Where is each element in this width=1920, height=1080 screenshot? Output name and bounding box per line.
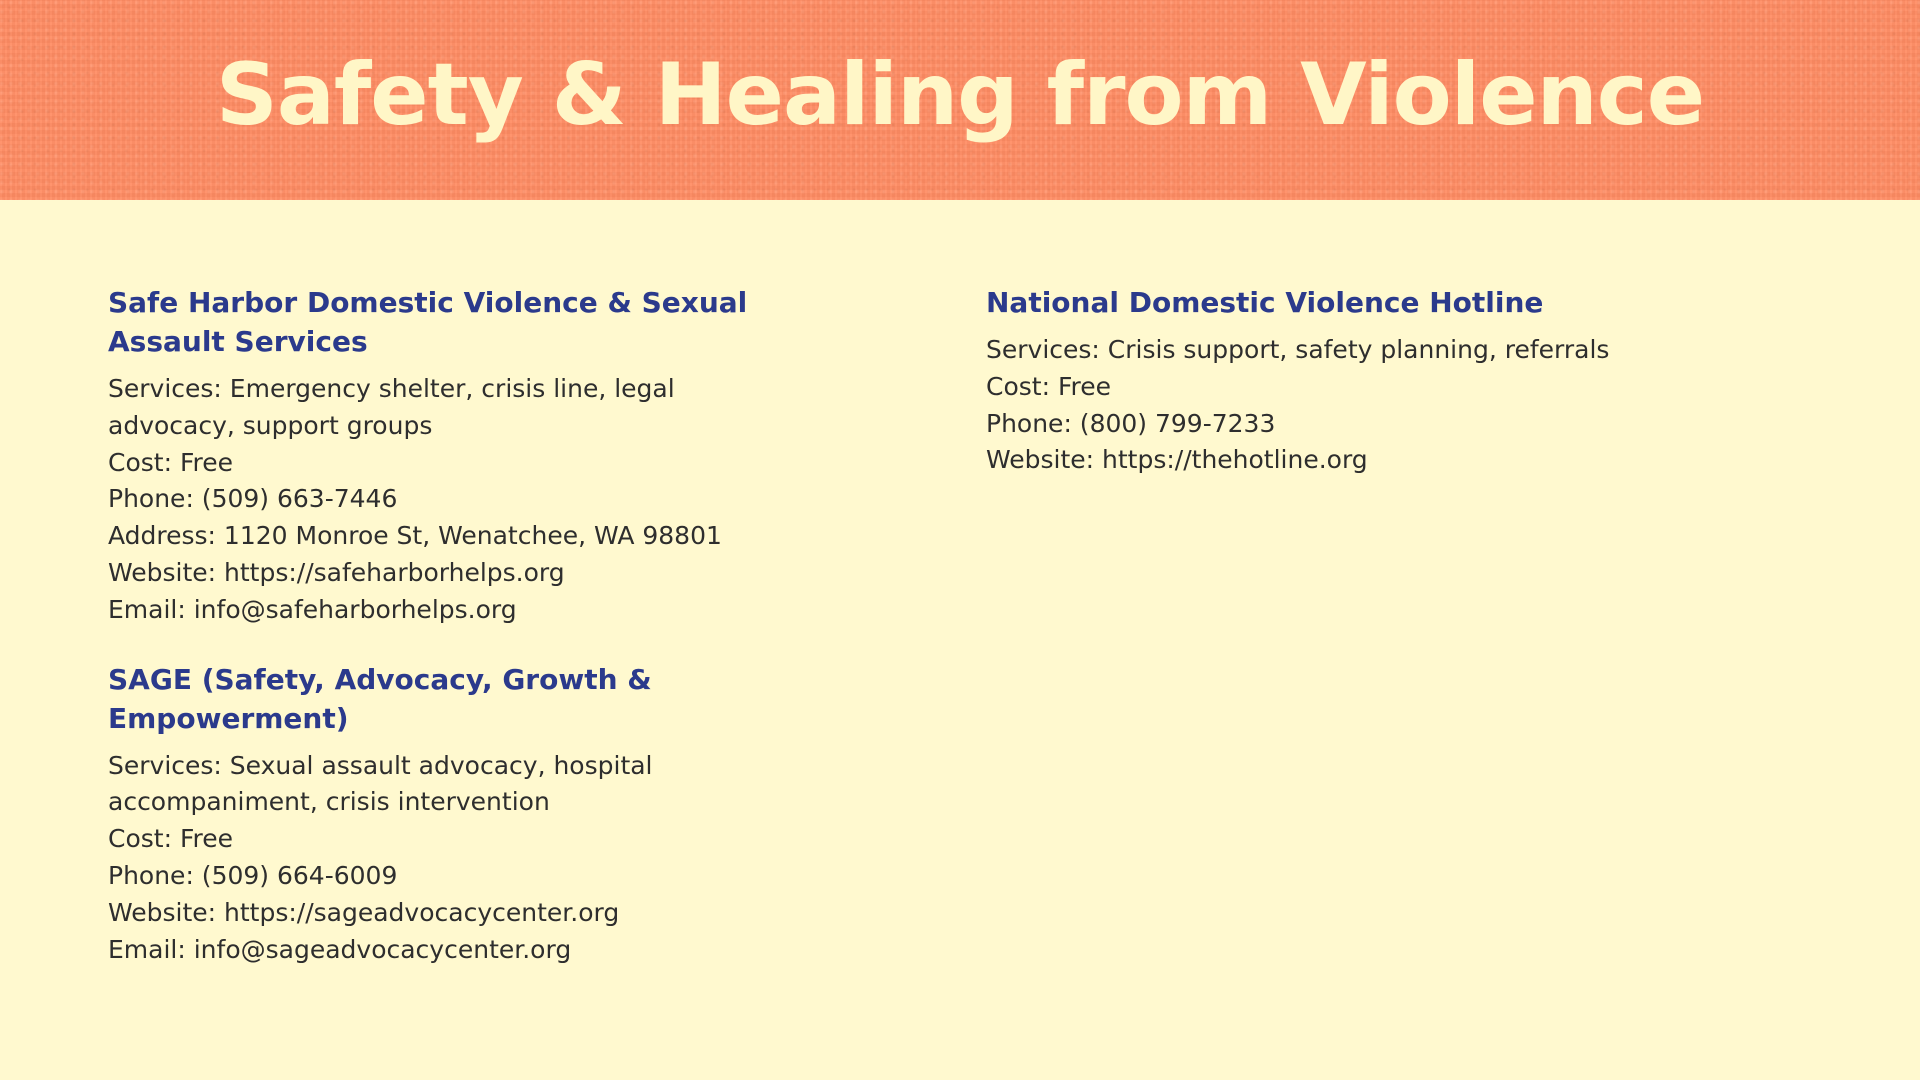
page-title: Safety & Healing from Violence — [215, 45, 1705, 145]
org-services: Services: Sexual assault advocacy, hospital accompaniment, crisis intervention — [108, 750, 653, 817]
org-website: Website: https://safeharborhelps.org — [108, 557, 565, 587]
org-email: Email: info@safeharborhelps.org — [108, 594, 517, 624]
org-card-safe-harbor — [108, 283, 768, 629]
header-banner — [0, 0, 1920, 200]
org-name: National Domestic Violence Hotline — [986, 286, 1544, 319]
left-column — [108, 283, 768, 999]
org-card-national-hotline — [986, 283, 1746, 479]
org-name: SAGE (Safety, Advocacy, Growth & Empowerment) — [108, 662, 652, 735]
org-phone: Phone: (509) 663-7446 — [108, 484, 398, 514]
org-card-sage — [108, 660, 768, 969]
org-address: Address: 1120 Monroe St, Wenatchee, WA 98801 — [108, 521, 722, 551]
org-services: Services: Crisis support, safety planning, referrals — [986, 335, 1610, 364]
org-website: Website: https://sageadvocacycenter.org — [108, 897, 620, 927]
org-cost: Cost: Free — [108, 824, 233, 854]
org-email: Email: info@sageadvocacycenter.org — [108, 934, 572, 964]
org-website: Website: https://thehotline.org — [986, 445, 1368, 475]
org-cost: Cost: Free — [986, 371, 1111, 401]
org-services: Services: Emergency shelter, crisis line, legal advocacy, support groups — [108, 374, 675, 440]
right-column — [986, 283, 1746, 510]
org-phone: Phone: (800) 799-7233 — [986, 408, 1276, 438]
org-cost: Cost: Free — [108, 447, 233, 477]
org-phone: Phone: (509) 664-6009 — [108, 860, 398, 890]
org-name: Safe Harbor Domestic Violence & Sexual Assault Services — [108, 286, 748, 358]
